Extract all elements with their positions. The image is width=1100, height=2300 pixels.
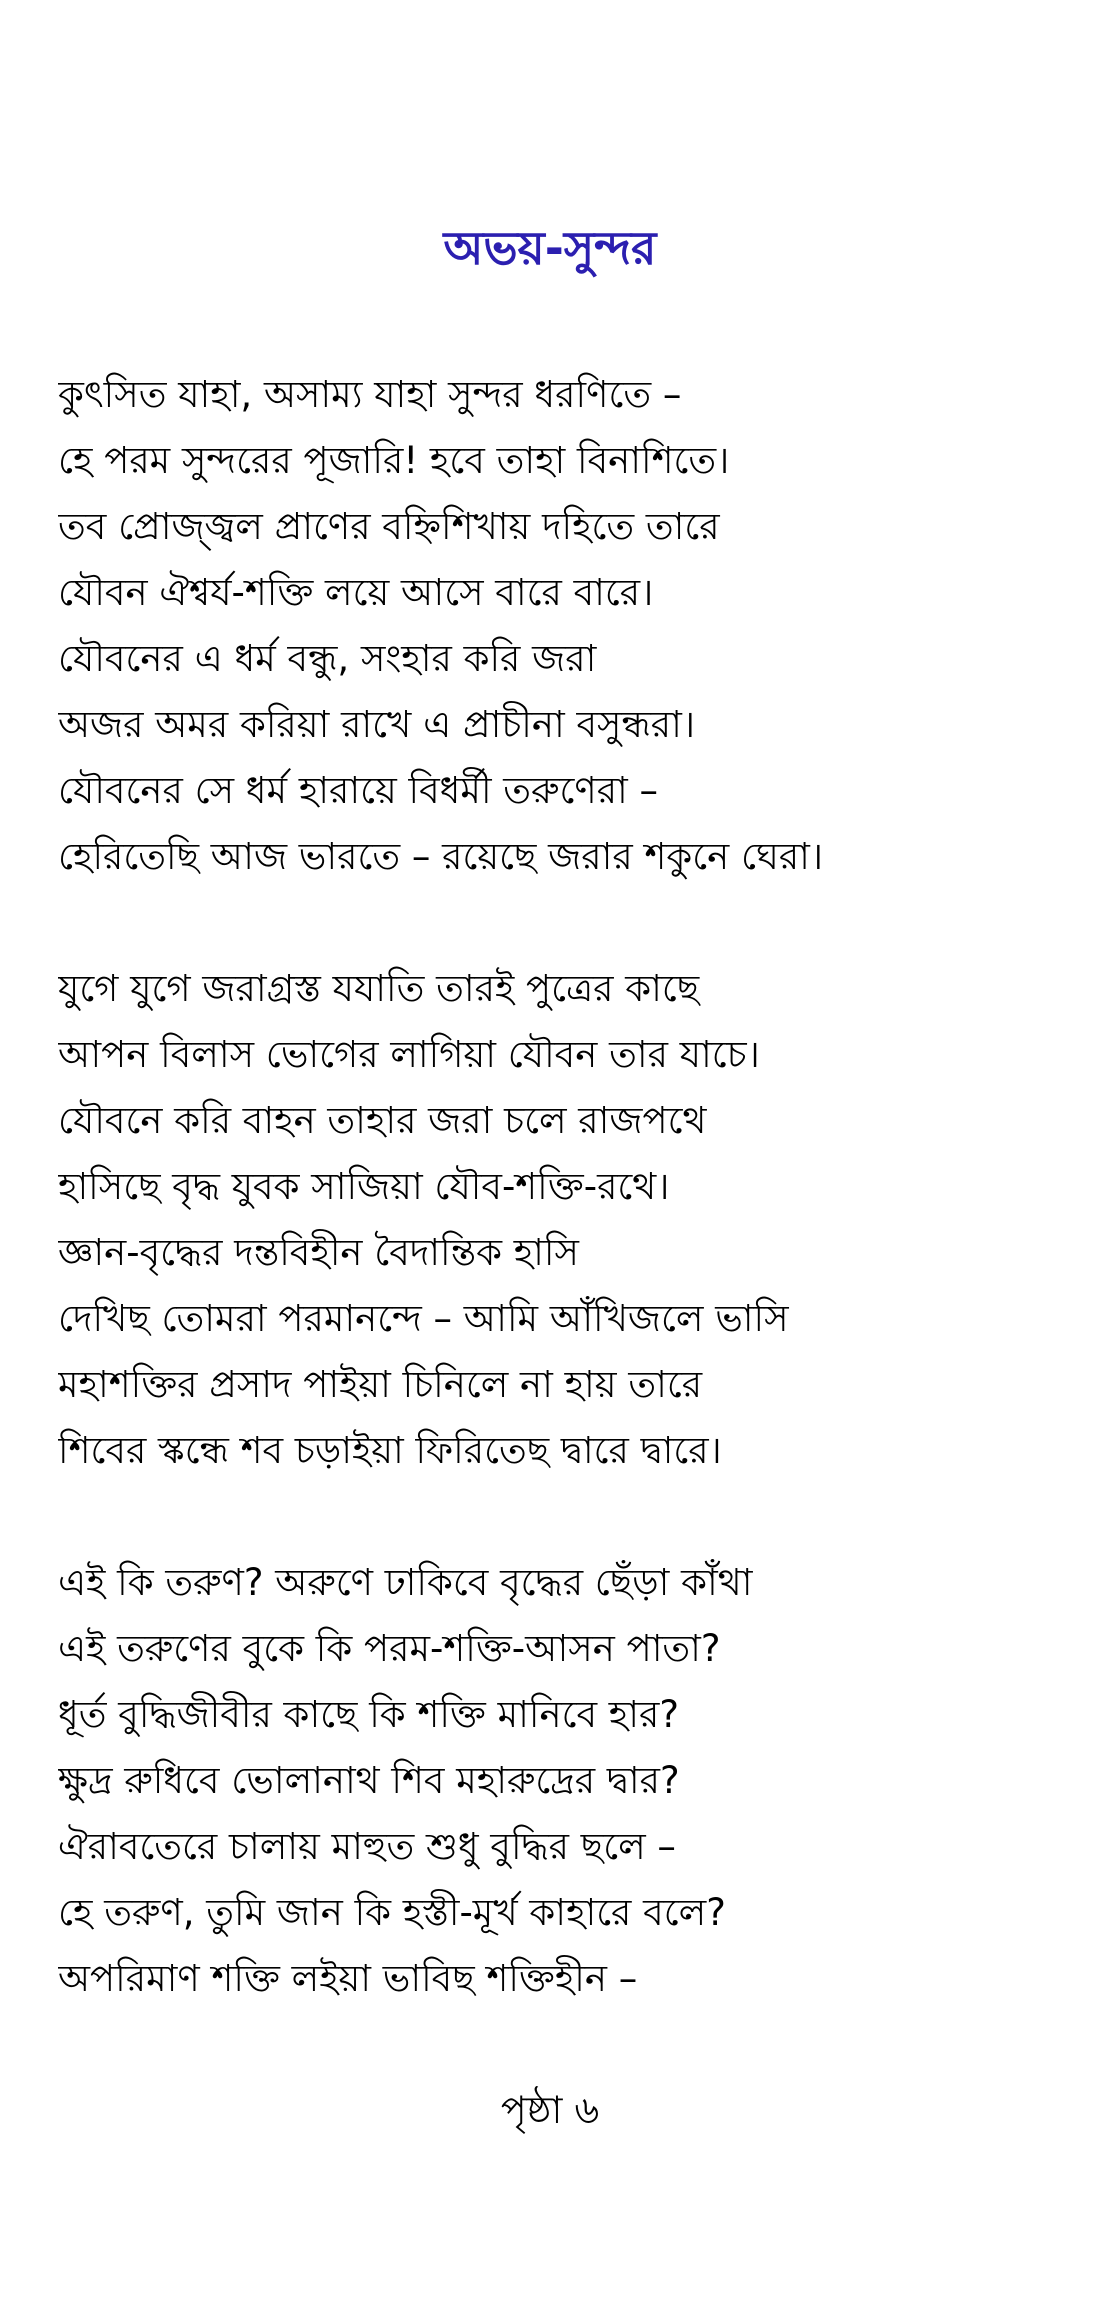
poem-line: তব প্রোজ্জ্বল প্রাণের বহ্নিশিখায় দহিতে তারে [58, 505, 720, 548]
page-number: পৃষ্ঠা ৬ [500, 2088, 600, 2132]
poem-line: অজর অমর করিয়া রাখে এ প্রাচীনা বসুন্ধরা। [58, 703, 696, 746]
stanza-1 [58, 362, 1078, 890]
stanza-2 [58, 956, 1078, 1484]
poem-line: হেরিতেছি আজ ভারতে – রয়েছে জরার শকুনে ঘেরা। [58, 835, 824, 878]
poem-line: কুৎসিত যাহা, অসাম্য যাহা সুন্দর ধরণিতে – [58, 373, 682, 416]
poem-line: হাসিছে বৃদ্ধ যুবক সাজিয়া যৌব-শক্তি-রথে। [58, 1165, 670, 1208]
poem-line: এই তরুণের বুকে কি পরম-শক্তি-আসন পাতা? [58, 1627, 721, 1670]
poem-line: যৌবন ঐশ্বর্য-শক্তি লয়ে আসে বারে বারে। [58, 571, 654, 614]
poem-line: দেখিছ তোমরা পরমানন্দে – আমি আঁখিজলে ভাসি [58, 1297, 789, 1340]
poem-line: যৌবনের এ ধর্ম বন্ধু, সংহার করি জরা [58, 637, 597, 680]
poem-line: মহাশক্তির প্রসাদ পাইয়া চিনিলে না হায় তারে [58, 1363, 703, 1406]
poem-line: এই কি তরুণ? অরুণে ঢাকিবে বৃদ্ধের ছেঁড়া কাঁথা [58, 1561, 753, 1604]
poem-line: হে তরুণ, তুমি জান কি হস্তী-মূর্খ কাহারে বলে? [58, 1891, 726, 1934]
stanza-3 [58, 1550, 1078, 2012]
poem-line: অপরিমাণ শক্তি লইয়া ভাবিছ শক্তিহীন – [58, 1957, 638, 2000]
poem-line: শিবের স্কন্ধে শব চড়াইয়া ফিরিতেছ দ্বারে দ্বারে। [58, 1429, 722, 1472]
poem-title: অভয়-সুন্দর [443, 221, 657, 275]
poem-line: ঐরাবতেরে চালায় মাহুত শুধু বুদ্ধির ছলে – [58, 1825, 676, 1868]
poem-line: হে পরম সুন্দরের পূজারি! হবে তাহা বিনাশিতে। [58, 439, 730, 482]
poem-line: জ্ঞান-বৃদ্ধের দন্তবিহীন বৈদান্তিক হাসি [58, 1231, 579, 1274]
poem-line: ধূর্ত বুদ্ধিজীবীর কাছে কি শক্তি মানিবে হার? [58, 1693, 679, 1736]
poem-line: আপন বিলাস ভোগের লাগিয়া যৌবন তার যাচে। [58, 1033, 760, 1076]
poem-line: যুগে যুগে জরাগ্রস্ত যযাতি তারই পুত্রের কাছে [58, 967, 700, 1010]
poem-line: যৌবনের সে ধর্ম হারায়ে বিধর্মী তরুণেরা – [58, 769, 659, 812]
poem-line: ক্ষুদ্র রুধিবে ভোলানাথ শিব মহারুদ্রের দ্বার? [58, 1759, 680, 1802]
poem-body [58, 362, 1078, 2078]
poem-line: যৌবনে করি বাহন তাহার জরা চলে রাজপথে [58, 1099, 707, 1142]
